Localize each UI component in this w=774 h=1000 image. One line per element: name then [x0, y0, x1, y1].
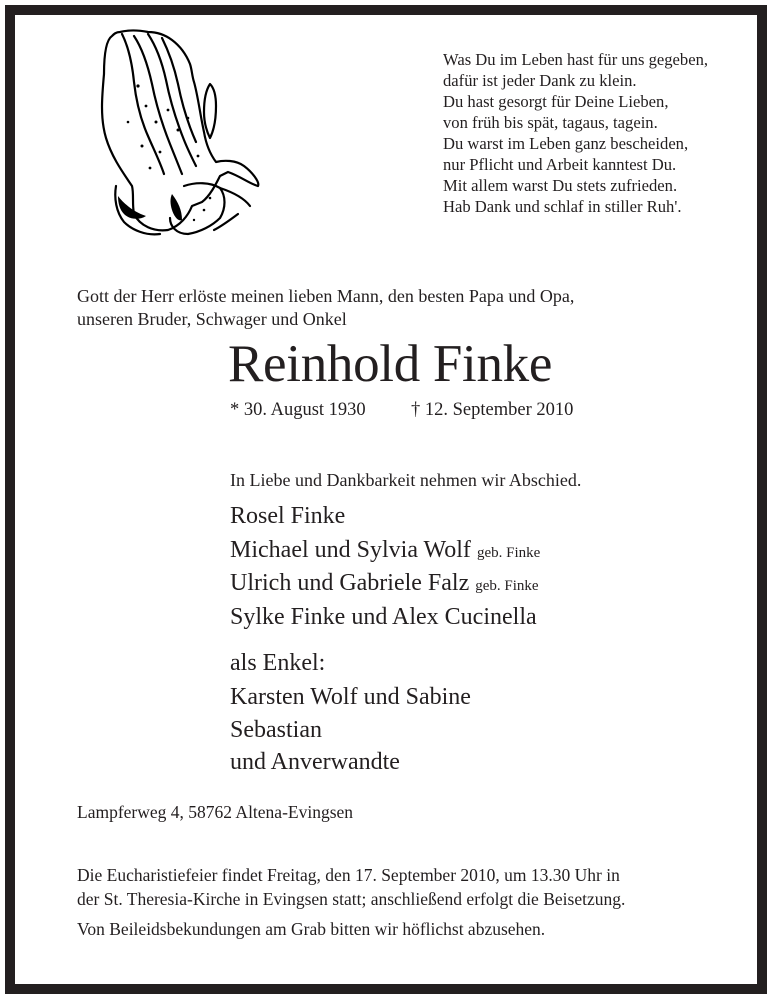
intro-line: Gott der Herr erlöste meinen lieben Mann, den besten Papa und Opa, [77, 286, 575, 306]
farewell-text: In Liebe und Dankbarkeit nehmen wir Abschied. [230, 470, 582, 490]
poem-line: Hab Dank und schlaf in stiller Ruh'. [443, 197, 682, 216]
poem-line: Du hast gesorgt für Deine Lieben, [443, 92, 669, 111]
relatives: und Anverwandte [230, 749, 400, 775]
poem-line: Mit allem warst Du stets zufrieden. [443, 176, 678, 195]
family-list [230, 500, 540, 634]
grandchild: Karsten Wolf und Sabine [230, 684, 471, 710]
poem-line: von früh bis spät, tagaus, tagein. [443, 113, 658, 132]
service-line: Die Eucharistiefeier findet Freitag, den 17. September 2010, um 13.30 Uhr in [77, 865, 620, 885]
family-member-name: Ulrich und Gabriele Falz [230, 570, 470, 596]
intro-line: unseren Bruder, Schwager und Onkel [77, 309, 347, 329]
family-member [230, 601, 540, 635]
address: Lampferweg 4, 58762 Altena-Evingsen [77, 802, 354, 822]
condolence-note: Von Beileidsbekundungen am Grab bitten wir höflichst abzusehen. [77, 919, 546, 939]
family-member-name: Rosel Finke [230, 503, 346, 529]
family-member-name: Sylke Finke und Alex Cucinella [230, 603, 537, 630]
death-date: † 12. September 2010 [411, 400, 574, 420]
family-member-name: Michael und Sylvia Wolf [230, 536, 471, 563]
grandchildren-list [230, 681, 471, 779]
grandchild: Sebastian [230, 716, 322, 743]
family-member [230, 534, 540, 568]
poem [443, 49, 708, 217]
poem-line: dafür ist jeder Dank zu klein. [443, 71, 637, 90]
poem-line: Was Du im Leben hast für uns gegeben, [443, 50, 709, 69]
service-info [77, 864, 625, 911]
birth-date: * 30. August 1930 [230, 400, 366, 420]
maiden-name-note: geb. Finke [476, 544, 541, 561]
praying-hands-icon [98, 26, 268, 240]
family-member [230, 567, 540, 601]
poem-line: Du warst im Leben ganz bescheiden, [443, 134, 689, 153]
intro-text [77, 285, 574, 331]
maiden-name-note: geb. Finke [475, 578, 539, 594]
deceased-name: Reinhold Finke [228, 335, 553, 393]
grandchildren-label: als Enkel: [230, 650, 326, 676]
life-dates [230, 398, 574, 422]
service-line: der St. Theresia-Kirche in Evingsen statt; anschließend erfolgt die Beisetzung. [77, 888, 626, 909]
poem-line: nur Pflicht und Arbeit kanntest Du. [443, 155, 677, 174]
family-member [230, 500, 540, 534]
